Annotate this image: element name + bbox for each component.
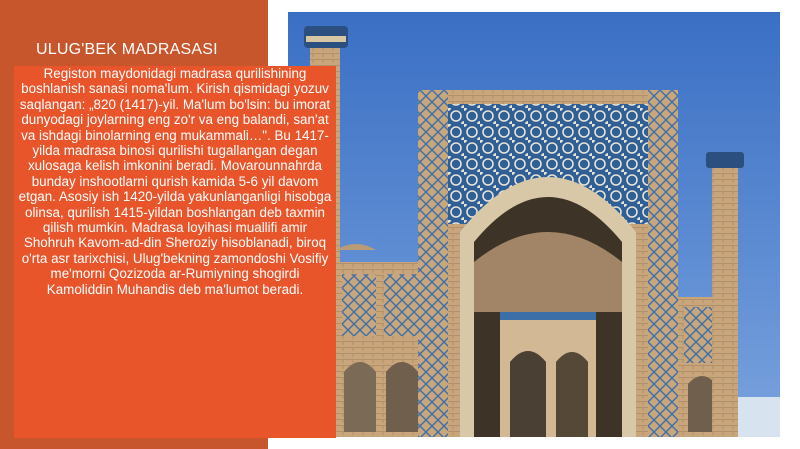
- slide-title: ULUG'BEK MADRASASI: [36, 41, 218, 58]
- text-panel: [14, 66, 336, 438]
- body-paragraph: Registon maydonidagi madrasa qurilishining boshlanish sanasi noma'lum. Kirish qismidagi yozuv saqlangan: „820 (1417)-yil. Ma'lum bo'lsin: bu imorat dunyodagi joylarning eng zo'r va eng balandi, san'at va ishdagi binolarning eng mukammali…". Bu 1417-yilda madrasa binosi qurilishi tugallangan degan xulosaga kelish imkonini beradi. Movarounnahrda bunday inshootlarni qurish kamida 5-6 yil davom etgan. Asosiy ish 1420-yilda yakunlanganligi hisobga olinsa, qurilish 1415-yildan boshlangan deb taxmin qilish mumkin. Madrasa loyihasi muallifi amir Shohruh Kavom-ad-din Sheroziy hisoblanadi, biroq o'rta asr tarixchisi, Ulug'bekning zamondoshi Vosifiy me'morni Qozizoda ar-Rumiyning shogirdi Kamoliddin Muhandis deb ma'lumot beradi.: [18, 66, 332, 297]
- madrasa-photo: [288, 12, 780, 437]
